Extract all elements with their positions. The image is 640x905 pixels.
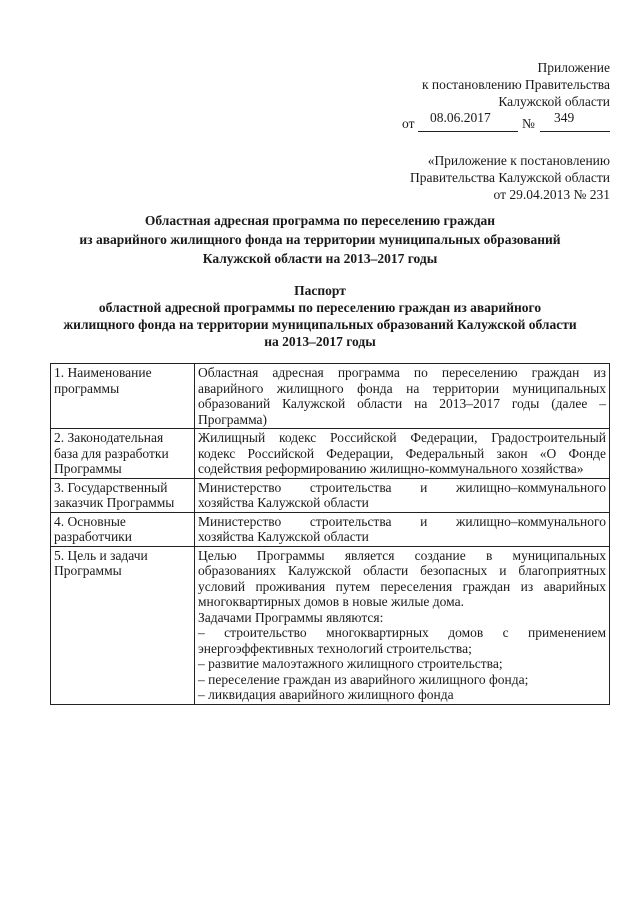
row-label-cell [51,546,195,704]
passport-table [50,363,610,705]
row-value-line: образованиях Калужской области безопасных и благоприятных [198,563,606,578]
passport-title-line-1: областной адресной программы по переселению граждан из аварийного [98,300,542,315]
row-value-line: Программа) [198,411,268,427]
from-label: от [402,116,415,131]
row-label-cell [51,512,195,546]
row-value-line: энергоэффективных технологий строительства; [198,640,472,656]
prior-appendix-line-2: Правительства Калужской области [409,170,610,185]
table-row [51,364,610,429]
passport-title-line-3: на 2013–2017 годы [264,334,376,349]
row-label-line: 4. Основные [54,513,126,529]
passport-heading: Паспорт [294,283,346,298]
row-label-line: разработчики [54,529,132,544]
number-label: № [522,116,535,131]
resolution-date: 08.06.2017 [430,110,491,125]
row-value-cell [195,546,610,704]
row-value-line: кодекс Российской Федерации, Федеральный закон «О Фонде [198,445,606,461]
row-value-line: многоквартирных домов в новые жилые дома. [198,594,464,609]
row-value-line: аварийного жилищного фонда на территории муниципальных [198,380,606,396]
row-label-line: программы [54,380,120,396]
prior-appendix-line-3: от 29.04.2013 № 231 [493,187,610,202]
row-label-line: Программы [54,461,122,476]
number-underline [540,131,610,132]
row-value-line: Областная адресная программа по переселению граждан из [198,365,606,380]
row-label-cell [51,364,195,429]
row-value-line: – строительство многоквартирных домов с применением [198,625,606,640]
passport-title-line-2: жилищного фонда на территории муниципальных образований Калужской области [63,317,577,332]
row-label-line: база для разработки [54,445,169,461]
prior-appendix-line-1: «Приложение к постановлению [427,153,610,168]
table-row [51,478,610,512]
row-value-line: Целью Программы является создание в муниципальных [198,547,606,563]
program-title [40,213,600,270]
row-value-cell [195,512,610,546]
resolution-number: 349 [554,110,575,125]
row-value-line: образований Калужской области на 2013–2017 годы (далее – [198,396,606,411]
row-label-line: 2. Законодательная [54,430,164,445]
row-value-line: Задачами Программы являются: [198,609,384,625]
appendix-line-1: Приложение [537,60,610,75]
program-title-line-3: Калужской области на 2013–2017 годы [202,251,438,266]
row-value-line: Жилищный кодекс Российской Федерации, Градостроительный [198,430,606,445]
row-value-line: содействия реформированию жилищно-коммунального хозяйства» [198,461,584,476]
row-value-line: Министерство строительства и жилищно–коммунального [198,479,606,495]
passport-table-body [51,364,610,705]
table-row [51,512,610,546]
row-value-cell [195,429,610,479]
row-value-line: – развитие малоэтажного жилищного строительства; [198,656,503,671]
row-value-line: – переселение граждан из аварийного жилищного фонда; [198,671,529,687]
row-value-line: хозяйства Калужской области [198,529,369,544]
row-label-line: заказчик Программы [54,495,175,510]
row-value-line: – ликвидация аварийного жилищного фонда [198,687,454,702]
row-label-line: Программы [54,563,122,578]
prior-appendix-header [300,153,610,204]
passport-title [40,283,600,351]
row-value-line: Министерство строительства и жилищно–коммунального [198,513,606,529]
resolution-date-number [402,110,612,130]
date-underline [418,131,518,132]
row-value-line: хозяйства Калужской области [198,495,369,510]
row-label-line: 5. Цель и задачи [54,547,148,563]
appendix-header [300,60,610,111]
program-title-line-2: из аварийного жилищного фонда на территории муниципальных образований [79,232,561,247]
table-row [51,429,610,479]
row-value-line: условий проживания путем переселения граждан из аварийных [198,578,606,594]
program-title-line-1: Областная адресная программа по переселению граждан [144,213,496,228]
row-label-cell [51,478,195,512]
row-label-line: 1. Наименование [54,365,152,380]
row-label-cell [51,429,195,479]
table-row [51,546,610,704]
appendix-line-2: к постановлению Правительства [421,77,610,92]
row-label-line: 3. Государственный [54,479,168,495]
row-value-cell [195,478,610,512]
row-value-cell [195,364,610,429]
appendix-line-3: Калужской области [498,94,610,109]
